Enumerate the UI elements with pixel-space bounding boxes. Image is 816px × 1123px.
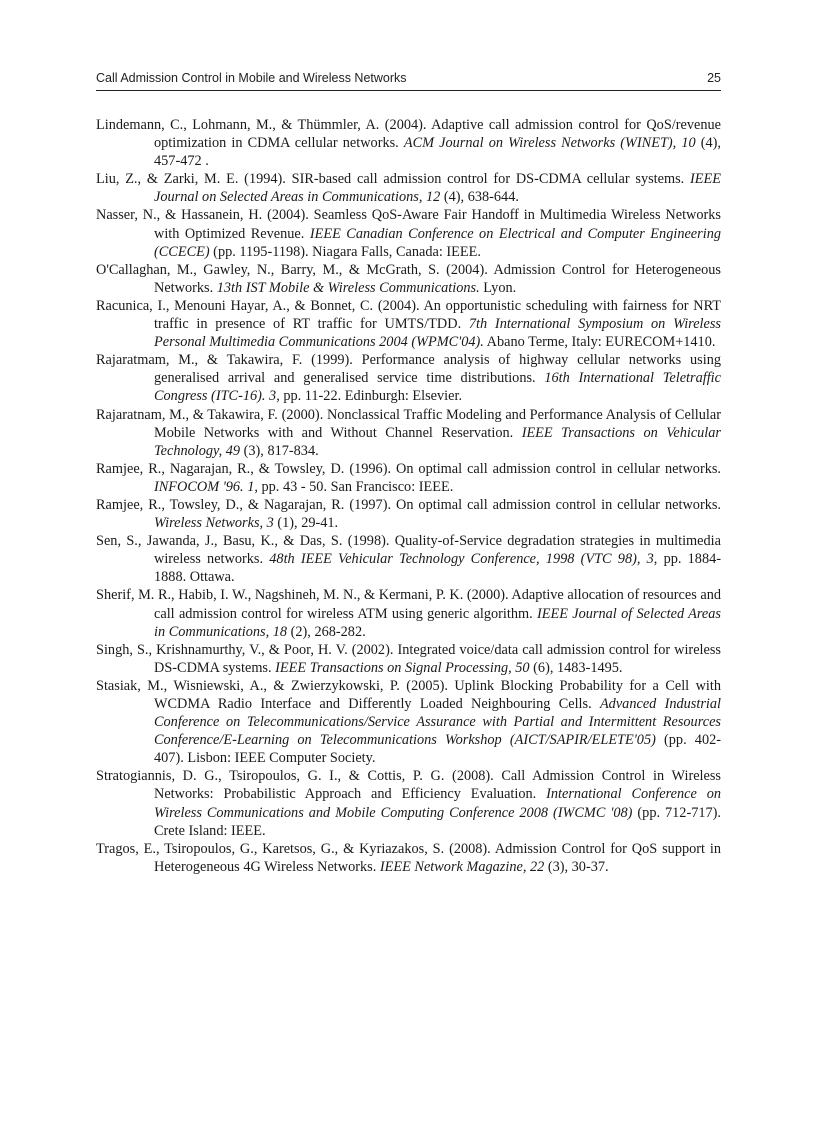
reference-venue: 13th IST Mobile & Wireless Communications.: [216, 279, 480, 296]
reference-item: [96, 677, 721, 767]
reference-venue: IEEE Transactions on Signal Processing, 50: [275, 659, 530, 676]
reference-details: , pp. 11-22. Edinburgh: Elsevier.: [276, 388, 463, 405]
reference-item: [96, 641, 721, 677]
reference-details: Abano Terme, Italy: EURECOM+1410.: [483, 334, 716, 351]
reference-venue: IEEE Journal of Selected Areas in Communications, 18: [154, 605, 721, 640]
reference-venue: Wireless Networks, 3: [154, 515, 274, 532]
reference-text: Sherif, M. R., Habib, I. W., Nagshineh, M. N., & Kermani, P. K. (2000). Adaptive allocation of resources and call admission control for wireless ATM using generic algorithm.: [96, 587, 721, 622]
reference-text: Stratogiannis, D. G., Tsiropoulos, G. I., & Cottis, P. G. (2008). Call Admission Control in Wireless Networks: Probabilistic Approach and Efficiency Evaluation.: [96, 768, 721, 803]
reference-details: (4), 457-472 .: [154, 135, 721, 170]
reference-text: O'Callaghan, M., Gawley, N., Barry, M., & McGrath, S. (2004). Admission Control for Heterogeneous Networks.: [96, 261, 721, 296]
reference-details: (3), 817-834.: [240, 442, 319, 459]
reference-item: [96, 406, 721, 460]
reference-text: Tragos, E., Tsiropoulos, G., Karetsos, G., & Kyriazakos, S. (2008). Admission Control for QoS support in Heterogeneous 4G Wireless Networks.: [96, 840, 721, 875]
reference-venue: 16th International Teletraffic Congress (ITC-16). 3: [154, 370, 721, 405]
reference-text: Rajaratnam, M., & Takawira, F. (2000). Nonclassical Traffic Modeling and Performance Analysis of Cellular Mobile Networks with and Without Channel Reservation.: [96, 406, 721, 441]
reference-item: [96, 460, 721, 496]
reference-text: Ramjee, R., Towsley, D., & Nagarajan, R. (1997). On optimal call admission control in cellular networks.: [96, 496, 721, 513]
reference-text: Nasser, N., & Hassanein, H. (2004). Seamless QoS-Aware Fair Handoff in Multimedia Wireless Networks with Optimized Revenue.: [96, 207, 721, 242]
reference-details: (1), 29-41.: [273, 515, 339, 532]
reference-text: Lindemann, C., Lohmann, M., & Thümmler, A. (2004). Adaptive call admission control for QoS/revenue optimization in CDMA cellular networks.: [96, 117, 721, 152]
reference-venue: 7th International Symposium on Wireless Personal Multimedia Communications 2004 (WPMC'04).: [154, 316, 721, 351]
reference-details: , pp. 43 - 50. San Francisco: IEEE.: [254, 478, 454, 495]
reference-details: (6), 1483-1495.: [529, 659, 623, 676]
reference-text: Liu, Z., & Zarki, M. E. (1994). SIR-based call admission control for DS-CDMA cellular systems.: [96, 171, 691, 188]
reference-details: (pp. 712-717). Crete Island: IEEE.: [154, 804, 721, 839]
reference-details: Lyon.: [479, 279, 517, 296]
reference-details: (pp. 402-407). Lisbon: IEEE Computer Society.: [154, 732, 721, 767]
reference-item: [96, 297, 721, 351]
reference-venue: IEEE Canadian Conference on Electrical and Computer Engineering (CCECE): [154, 225, 721, 260]
reference-details: (pp. 1195-1198). Niagara Falls, Canada: IEEE.: [209, 243, 481, 260]
page-number: 25: [707, 71, 721, 85]
reference-text: Stasiak, M., Wisniewski, A., & Zwierzykowski, P. (2005). Uplink Blocking Probability for a Cell with WCDMA Radio Interface and Differently Loaded Neighbouring Cells.: [96, 677, 721, 712]
reference-venue: 48th IEEE Vehicular Technology Conference, 1998 (VTC 98), 3: [269, 551, 654, 568]
reference-text: Racunica, I., Menouni Hayar, A., & Bonnet, C. (2004). An opportunistic scheduling with fairness for NRT traffic in presence of RT traffic for UMTS/TDD.: [96, 297, 721, 333]
reference-venue: ACM Journal on Wireless Networks (WINET), 10: [403, 135, 696, 152]
reference-item: [96, 767, 721, 839]
reference-item: [96, 116, 721, 170]
reference-details: (4), 638-644.: [440, 189, 519, 206]
reference-list: [96, 116, 721, 876]
reference-venue: INFOCOM '96. 1: [154, 478, 255, 495]
reference-item: [96, 840, 721, 876]
reference-details: (2), 268-282.: [287, 623, 366, 640]
reference-text: Rajaratmam, M., & Takawira, F. (1999). Performance analysis of highway cellular networks using generalised arrival and generalised service time distributions.: [96, 352, 721, 387]
reference-text: Sen, S., Jawanda, J., Basu, K., & Das, S. (1998). Quality-of-Service degradation strategies in multimedia wireless networks.: [96, 533, 721, 568]
reference-venue: Advanced Industrial Conference on Telecommunications/Service Assurance with Partial and Intermittent Resources Conference/E-Learning on Telecommunications Workshop (AICT/SAPIR/ELETE'05): [154, 696, 721, 749]
reference-text: Singh, S., Krishnamurthy, V., & Poor, H. V. (2002). Integrated voice/data call admission control for wireless DS-CDMA systems.: [96, 641, 721, 676]
reference-venue: IEEE Journal on Selected Areas in Communications, 12: [154, 171, 721, 206]
reference-venue: International Conference on Wireless Communications and Mobile Computing Conference 2008 (IWCMC '08): [154, 786, 721, 821]
reference-venue: IEEE Network Magazine, 22: [379, 858, 545, 875]
reference-item: [96, 206, 721, 260]
reference-item: [96, 496, 721, 532]
reference-text: Ramjee, R., Nagarajan, R., & Towsley, D. (1996). On optimal call admission control in cellular networks.: [96, 460, 721, 477]
reference-details: , pp. 1884-1888. Ottawa.: [154, 551, 722, 586]
reference-item: [96, 532, 721, 586]
reference-item: [96, 586, 721, 640]
reference-item: [96, 351, 721, 405]
reference-item: [96, 170, 721, 206]
running-title: Call Admission Control in Mobile and Wireless Networks: [96, 71, 407, 85]
running-header: [96, 70, 721, 91]
reference-venue: IEEE Transactions on Vehicular Technology, 49: [154, 424, 721, 459]
reference-details: (3), 30-37.: [544, 858, 609, 875]
reference-item: [96, 261, 721, 297]
